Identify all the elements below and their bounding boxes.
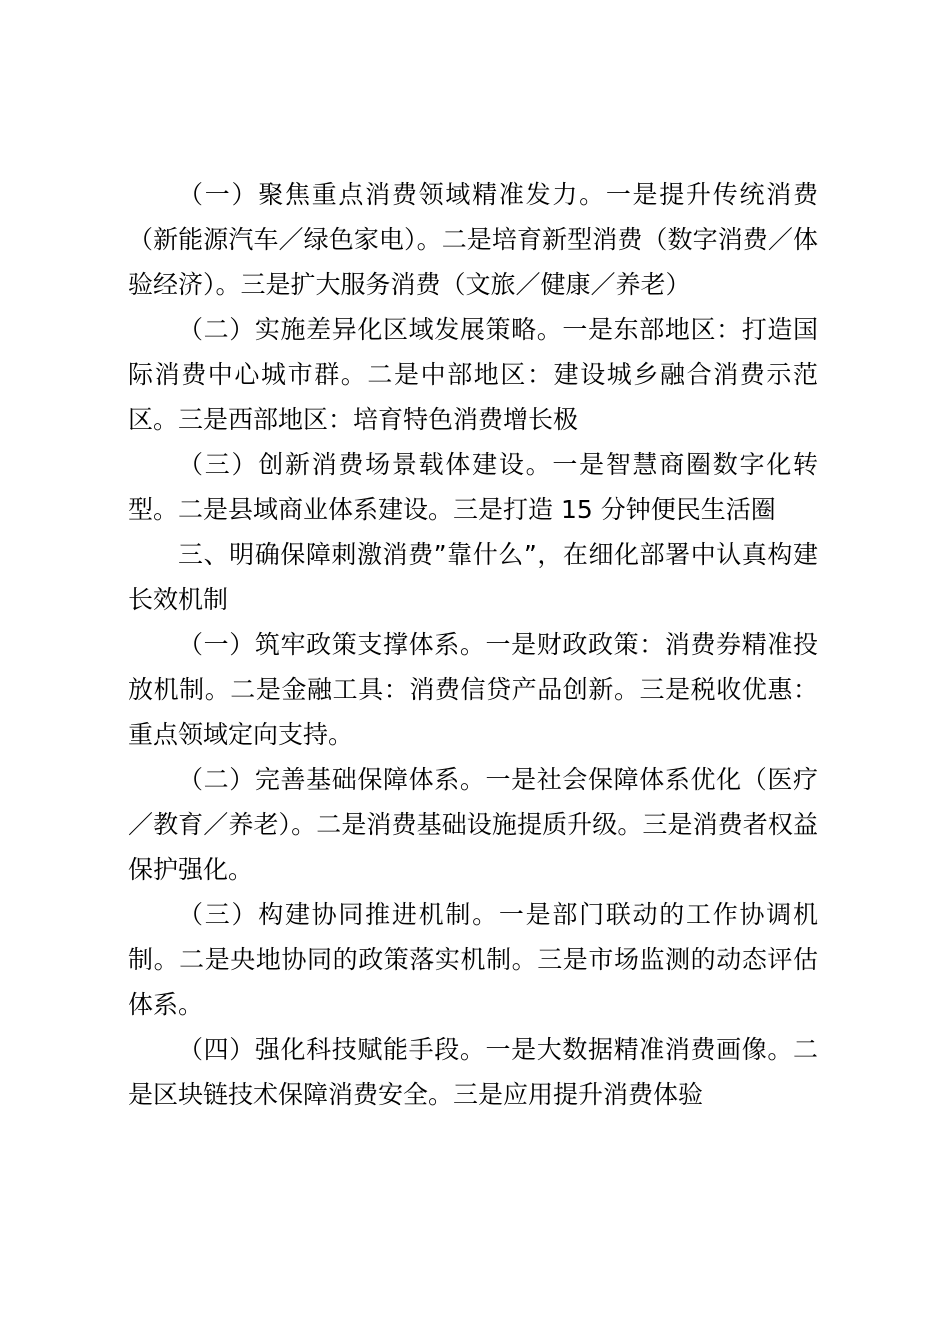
paragraph-regional-strategy: （二）实施差异化区域发展策略。一是东部地区：打造国际消费中心城市群。二是中部地区：建设城乡融合消费示范区。三是西部地区：培育特色消费增长极 xyxy=(128,315,818,434)
paragraph-coordination-mechanism: （三）构建协同推进机制。一是部门联动的工作协调机制。二是央地协同的政策落实机制。三是市场监测的动态评估体系。 xyxy=(128,900,818,1019)
paragraph-scene-carriers: （三）创新消费场景载体建设。一是智慧商圈数字化转型。二是县域商业体系建设。三是打造 15 分钟便民生活圈 xyxy=(128,450,818,524)
document-body xyxy=(128,172,818,1117)
paragraph-basic-guarantee: （二）完善基础保障体系。一是社会保障体系优化（医疗／教育／养老）。二是消费基础设施提质升级。三是消费者权益保护强化。 xyxy=(128,765,818,884)
paragraph-consumption-fields: （一）聚焦重点消费领域精准发力。一是提升传统消费（新能源汽车／绿色家电）。二是培育新型消费（数字消费／体验经济）。三是扩大服务消费（文旅／健康／养老） xyxy=(128,180,818,299)
paragraph-policy-support: （一）筑牢政策支撑体系。一是财政政策：消费券精准投放机制。二是金融工具：消费信贷产品创新。三是税收优惠：重点领域定向支持。 xyxy=(128,630,818,749)
paragraph-tech-empowerment: （四）强化科技赋能手段。一是大数据精准消费画像。二是区块链技术保障消费安全。三是应用提升消费体验 xyxy=(128,1035,818,1109)
section-heading-three: 三、明确保障刺激消费”靠什么”，在细化部署中认真构建长效机制 xyxy=(128,540,818,614)
